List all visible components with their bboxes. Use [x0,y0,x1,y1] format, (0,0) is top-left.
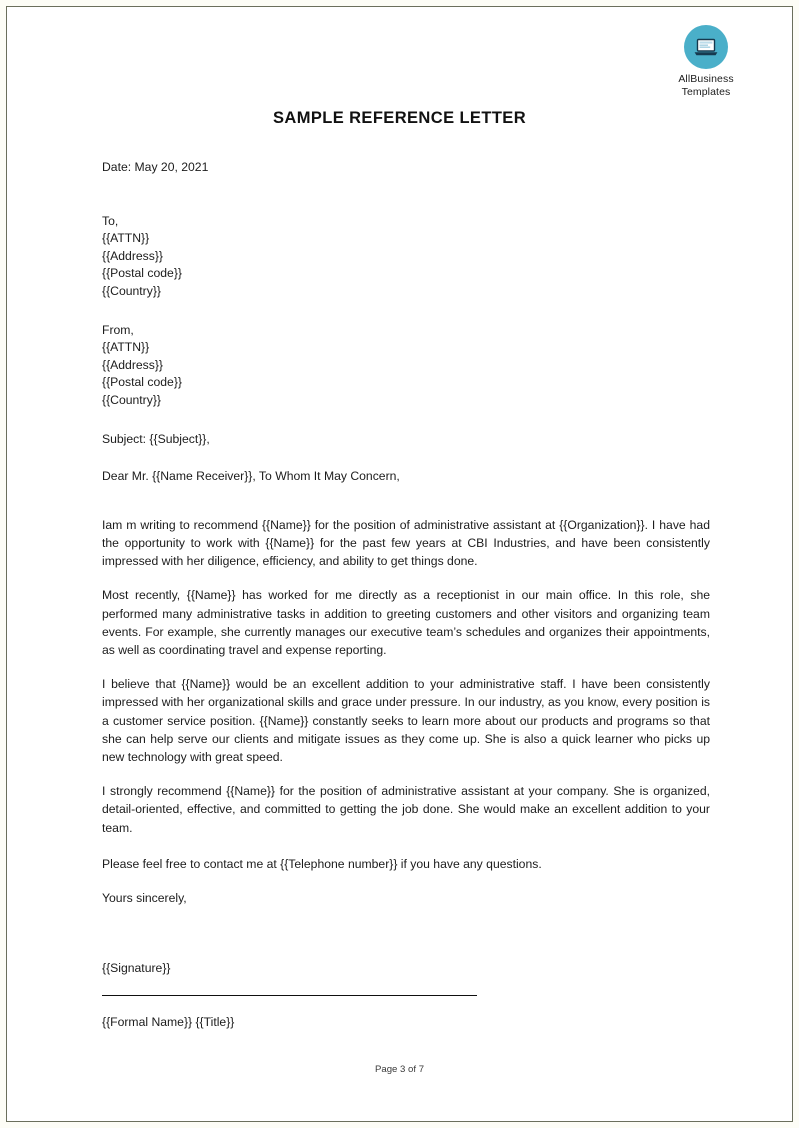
subject-line: Subject: {{Subject}}, [102,431,210,446]
brand-logo [654,25,758,98]
body-paragraph: Most recently, {{Name}} has worked for me directly as a receptionist in our main office. In this role, she performed many administrative tasks in addition to greeting customers and other visitors and organizing team events. For example, she currently manages our executive team’s schedules and organizes their appointments, as well as coordinating travel and expense reporting. [102,588,710,657]
formal-name-line: {{Formal Name}} {{Title}} [102,1015,235,1030]
to-address: {{Address}} [102,248,163,263]
letter-body [102,159,710,1032]
sender-address-block [102,322,710,410]
brand-logo-text [654,73,758,98]
recipient-address-block [102,213,710,301]
from-address: {{Address}} [102,357,163,372]
brand-name-line2: Templates [681,85,731,98]
brand-name-line1: AllBusiness [678,73,734,85]
from-label: From, [102,322,134,337]
to-country: {{Country}} [102,283,161,298]
contact-line: Please feel free to contact me at {{Telephone number}} if you have any questions. [102,856,542,871]
laptop-icon [684,25,728,69]
body-paragraph: Iam m writing to recommend {{Name}} for the position of administrative assistant at {{Organization}}. I have had the opportunity to work with {{Name}} for the past few years at CBI Industries, and have been consistently impressed with her diligence, efficiency, and ability to get things done. [102,517,710,569]
from-country: {{Country}} [102,392,161,407]
page-content-area [6,6,793,1122]
body-paragraph: I believe that {{Name}} would be an excellent addition to your administrative staff. I have been consistently impressed with her organizational skills and grace under pressure. In our industry, as you know, every position is a customer service position. {{Name}} constantly seeks to learn more about our products and programs so that she can help serve our clients and mitigate issues as they come up. She is also a quick learner who picks up new technology with great speed. [102,677,710,764]
page-footer: Page 3 of 7 [374,1064,425,1075]
closing-line: Yours sincerely, [102,890,187,905]
signature-rule [102,995,477,996]
salutation-line: Dear Mr. {{Name Receiver}}, To Whom It May Concern, [102,469,400,484]
body-paragraph: I strongly recommend {{Name}} for the position of administrative assistant at your company. She is organized, detail-oriented, effective, and committed to getting the job done. She would make an excellent addition to your team. [102,784,710,835]
date-line: Date: May 20, 2021 [102,160,209,174]
to-postal-code: {{Postal code}} [102,266,182,281]
to-attn: {{ATTN}} [102,231,150,246]
signature-placeholder: {{Signature}} [102,961,171,976]
from-postal-code: {{Postal code}} [102,375,182,390]
to-label: To, [102,213,119,228]
from-attn: {{ATTN}} [102,340,150,355]
page-title: SAMPLE REFERENCE LETTER [272,109,527,127]
